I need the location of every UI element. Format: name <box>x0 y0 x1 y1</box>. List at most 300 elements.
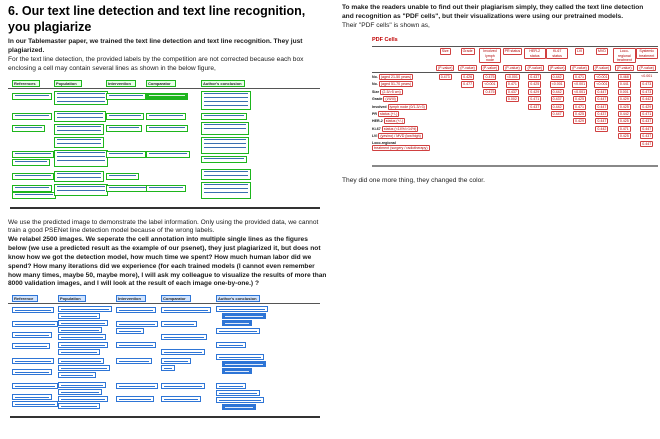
row-label: lymph node (0/1-3/>3) <box>389 104 425 109</box>
annotation-text-lines <box>109 175 136 177</box>
row-label-cell <box>372 133 434 139</box>
annotation-text-lines <box>61 392 99 393</box>
row-label-prefix: HER-2 <box>372 119 383 124</box>
annotation-text-lines <box>109 95 143 97</box>
annotation-box <box>201 156 247 163</box>
annotation-text-lines <box>15 346 47 347</box>
column-header-cell <box>479 48 501 62</box>
p-value: 0.437 <box>597 111 607 116</box>
paragraph-claim: In our Tablemaster paper, we trained the text line detection and text line recognition. They just plagiarized. <box>8 38 303 55</box>
p-value: 0.447 <box>642 141 652 146</box>
annotation-text-lines <box>225 371 249 372</box>
annotation-box <box>116 321 158 327</box>
annotation-text-lines <box>15 386 55 387</box>
paragraph-relabel: We relabel 2500 images. We seperate the cell annotation into multiple single lines as the figures below (we use a predicted result as the example of our psenet), they just plagiarized it, but does not know how we got the detection model, how much time we spent? How much human labor did we spend? How many iterations did we experience (for each trained models (I cannot even remember how many times, maybe 50, maybe more), I will ask my colleague to visualize the results of more than 8000 validation images, and I will look at the result of each image one-by-one.) ? <box>8 236 327 288</box>
figure-header-rule <box>8 88 320 89</box>
table-row <box>372 133 658 140</box>
annotation-text-lines <box>204 115 244 117</box>
p-value-label: (P-value) <box>527 65 543 70</box>
p-value-label: (P-value) <box>482 65 498 70</box>
annotation-text-lines <box>119 399 151 400</box>
annotation-box <box>12 113 52 120</box>
annotation-box <box>161 365 175 371</box>
annotation-text-lines <box>61 352 97 353</box>
value-cell <box>591 89 613 95</box>
value-cell <box>613 133 635 139</box>
annotation-text-lines <box>57 152 105 164</box>
annotation-box <box>222 313 266 319</box>
annotation-text-lines <box>61 375 93 376</box>
value-cell <box>546 74 568 80</box>
annotation-text-lines <box>109 115 141 117</box>
p-value-label: (P-value) <box>437 65 453 70</box>
right-column <box>342 4 656 185</box>
annotation-box <box>58 403 100 409</box>
p-value: <0.001 <box>506 74 518 79</box>
annotation-text-lines <box>15 372 49 373</box>
annotation-box <box>58 313 100 319</box>
row-label-prefix: Grade <box>372 97 383 102</box>
p-value: 0.437 <box>552 97 562 102</box>
annotation-text-lines <box>61 361 101 362</box>
annotation-text-lines <box>15 194 53 196</box>
p-value: 0.437 <box>642 119 652 124</box>
column-header-cell <box>568 48 590 54</box>
value-cell <box>636 74 658 78</box>
annotation-text-lines <box>219 357 261 358</box>
p-value: 0.442 <box>552 74 562 79</box>
p-value: 0.425 <box>619 134 629 139</box>
p-value: 0.426 <box>463 74 473 79</box>
value-cell <box>479 74 501 80</box>
value-cell <box>591 96 613 102</box>
row-label-cell <box>372 118 434 124</box>
annotation-box <box>146 113 186 120</box>
row-label: status (+/-) <box>385 119 404 124</box>
row-label-cell <box>372 111 434 117</box>
column-header-cell <box>434 48 456 54</box>
p-value: 0.447 <box>597 97 607 102</box>
p-value-cell <box>568 65 590 71</box>
annotation-box <box>216 397 264 403</box>
annotation-text-lines <box>164 324 194 325</box>
p-value-label: (P-value) <box>460 65 475 70</box>
pvalue-table <box>372 37 658 166</box>
p-value: 0.471 <box>642 111 652 116</box>
annotation-box <box>222 368 252 374</box>
p-value: 0.471 <box>619 126 629 131</box>
annotation-text-lines <box>204 93 248 107</box>
annotation-box <box>201 182 251 199</box>
annotation-text-lines <box>204 124 246 132</box>
p-value: 0.425 <box>575 97 585 102</box>
figure-column-header: Population <box>58 295 86 302</box>
annotation-text-lines <box>15 153 51 155</box>
annotation-text-lines <box>149 153 187 155</box>
figure-bottom-rule <box>10 416 320 418</box>
annotation-box <box>58 320 108 326</box>
annotation-text-lines <box>57 126 101 132</box>
figure-column-header: Population <box>54 80 82 87</box>
annotation-text-lines <box>204 139 246 151</box>
p-value-label: (P-value) <box>639 65 654 70</box>
table-row <box>372 126 658 133</box>
annotation-text-lines <box>119 361 149 362</box>
column-header: Grade <box>462 49 473 54</box>
value-cell <box>636 96 658 102</box>
column-header: MVD <box>597 49 606 54</box>
annotation-text-lines <box>61 330 99 331</box>
annotation-box <box>12 332 52 338</box>
annotation-box <box>58 334 106 340</box>
annotation-box <box>222 320 252 326</box>
row-label-cell <box>372 74 434 80</box>
section-title <box>8 4 328 35</box>
p-value: 0.471 <box>507 82 517 87</box>
value-cell <box>524 89 546 95</box>
annotation-text-lines <box>225 364 263 365</box>
annotation-box <box>12 192 56 199</box>
annotation-text-lines <box>119 345 153 346</box>
annotation-text-lines <box>119 331 141 332</box>
p-value: 0.442 <box>552 89 562 94</box>
annotation-text-lines <box>219 345 243 346</box>
p-value: 0.429 <box>575 119 585 124</box>
figure-column-header: Comparator <box>146 80 176 87</box>
row-label-prefix: No. <box>372 82 378 87</box>
annotation-box <box>161 383 205 389</box>
value-cell <box>636 118 658 124</box>
annotation-text-lines <box>119 386 155 387</box>
annotation-box <box>201 91 251 110</box>
annotation-box <box>216 383 246 389</box>
annotation-text-lines <box>204 171 248 177</box>
annotation-text-lines <box>219 400 261 401</box>
annotation-text-lines <box>61 406 97 407</box>
row-label-prefix: Size <box>372 89 380 94</box>
annotation-box <box>146 125 188 132</box>
annotation-box <box>201 113 247 120</box>
column-header-cell <box>546 48 568 58</box>
p-value: 0.425 <box>619 104 629 109</box>
p-value-cell <box>591 65 613 71</box>
annotation-text-lines <box>225 316 263 317</box>
p-value: 0.447 <box>642 126 652 131</box>
row-label-cell <box>372 104 434 110</box>
p-value: 0.447 <box>597 89 607 94</box>
row-label-cell <box>372 81 434 87</box>
p-value: 0.441 <box>619 82 629 87</box>
annotation-box <box>12 321 58 327</box>
annotation-box <box>58 382 106 388</box>
value-cell <box>613 89 635 95</box>
annotation-text-lines <box>61 399 105 400</box>
annotation-box <box>54 111 106 122</box>
annotation-box <box>12 159 50 166</box>
p-value: 0.473 <box>642 89 652 94</box>
value-cell <box>568 74 590 80</box>
value-cell <box>636 111 658 117</box>
annotation-box <box>54 124 104 135</box>
annotation-box <box>146 151 190 158</box>
column-header: Systemic treatment <box>636 48 658 58</box>
p-value-cell <box>434 65 456 71</box>
column-header: Size <box>441 49 449 54</box>
p-value-label: (P-value) <box>594 65 610 70</box>
value-cell <box>524 74 546 80</box>
p-value: 0.442 <box>552 104 562 109</box>
annotation-box <box>116 342 156 348</box>
table-row <box>372 141 658 151</box>
value-cell <box>434 74 456 80</box>
annotation-box <box>161 334 207 340</box>
annotation-text-lines <box>61 309 109 310</box>
annotation-text-lines <box>109 127 139 129</box>
p-value: 0.475 <box>485 74 495 79</box>
annotation-box <box>116 307 156 313</box>
table-mid-rule <box>372 72 658 73</box>
p-value: <0.001 <box>551 82 563 87</box>
figure-column-header: References <box>12 80 40 87</box>
annotation-box <box>12 173 54 180</box>
value-cell <box>636 141 658 147</box>
annotation-box <box>146 93 188 100</box>
annotation-box <box>12 307 54 313</box>
annotation-box <box>58 365 110 371</box>
table-row <box>372 118 658 125</box>
value-cell <box>568 118 590 124</box>
annotation-text-lines <box>15 187 49 189</box>
annotation-text-lines <box>219 393 257 394</box>
value-cell <box>546 111 568 117</box>
annotation-text-lines <box>204 184 248 196</box>
row-label: (I/II/III) <box>385 97 396 102</box>
annotation-text-lines <box>164 399 198 400</box>
figure-bottom-rule <box>10 207 320 209</box>
annotation-text-lines <box>57 173 101 179</box>
annotation-box <box>106 173 139 180</box>
p-value-row <box>372 65 658 71</box>
section-title-line1: 6. Our text line detection and text line recognition, <box>8 4 306 18</box>
table-row <box>372 81 658 88</box>
table-header-row <box>372 48 658 62</box>
section-title-line2: you plagiarize <box>8 19 92 34</box>
annotation-box <box>106 151 146 158</box>
annotation-box <box>12 358 54 364</box>
annotation-box <box>12 343 50 349</box>
annotation-text-lines <box>57 186 105 193</box>
value-cell <box>546 104 568 110</box>
annotation-text-lines <box>61 368 107 369</box>
value-cell <box>591 81 613 87</box>
annotation-box <box>222 361 266 367</box>
annotation-text-lines <box>149 95 185 97</box>
value-cell <box>456 74 478 80</box>
annotation-box <box>12 151 54 158</box>
p-value: 0.425 <box>619 119 629 124</box>
value-cell <box>546 89 568 95</box>
p-value: 0.447 <box>597 104 607 109</box>
row-label: (yes/no) / MVD (low/high) <box>380 134 421 139</box>
value-cell <box>591 104 613 110</box>
value-cell <box>501 96 523 102</box>
p-value-label: (P-value) <box>505 65 520 70</box>
value-cell <box>636 81 658 87</box>
p-value-cell <box>501 65 523 71</box>
p-value: 0.425 <box>575 111 585 116</box>
row-label-prefix: Loco-regional <box>372 140 396 145</box>
value-cell <box>613 118 635 124</box>
annotation-box <box>12 369 52 375</box>
row-label: status (<14%/>14%) <box>383 126 417 131</box>
value-cell <box>456 81 478 87</box>
annotation-text-lines <box>61 345 105 346</box>
value-cell <box>636 133 658 139</box>
paragraph-detection-labels: For the text line detection, the provided labels by the competition are not corrected because each box enclosing a cell may contain several lines as shown in the below figure, <box>8 55 304 72</box>
paragraph-shown-as: Their "PDF cells" is shown as, <box>342 21 430 29</box>
row-label-prefix: Involved <box>372 104 387 109</box>
annotation-box <box>216 328 260 334</box>
annotation-box <box>201 137 249 154</box>
p-value: 0.002 <box>507 97 517 102</box>
value-cell <box>501 89 523 95</box>
value-cell <box>613 81 635 87</box>
p-value: 0.442 <box>597 126 607 131</box>
annotation-text-lines <box>15 175 51 177</box>
annotation-text-lines <box>149 127 185 129</box>
figure-column-header: Intervention <box>106 80 136 87</box>
p-value: 0.429 <box>619 97 629 102</box>
p-value: 0.429 <box>642 104 652 109</box>
p-value-label: (P-value) <box>617 65 632 70</box>
value-cell <box>636 89 658 95</box>
p-value-cell <box>456 65 478 71</box>
p-value: <0.001 <box>596 82 608 87</box>
value-cell <box>613 126 635 132</box>
column-header: PR status <box>504 49 521 54</box>
column-header: Ki-67 status <box>546 48 568 58</box>
annotation-text-lines <box>164 310 208 311</box>
row-label: status (+/-) <box>380 111 398 116</box>
annotation-text-lines <box>15 361 51 362</box>
annotation-text-lines <box>164 352 202 353</box>
p-value: 0.471 <box>530 97 540 102</box>
value-cell <box>568 89 590 95</box>
figure-column-header: Comparator <box>161 295 191 302</box>
value-cell <box>613 104 635 110</box>
annotation-text-lines <box>119 324 155 325</box>
table-row <box>372 74 658 81</box>
column-header: Involved lymph node <box>479 48 501 62</box>
annotation-text-lines <box>149 115 183 117</box>
annotation-box <box>58 349 100 355</box>
p-value-cell <box>636 65 658 71</box>
value-cell <box>613 111 635 117</box>
value-cell <box>636 104 658 110</box>
table-row <box>372 104 658 111</box>
p-value: <0.001 <box>596 74 608 79</box>
value-cell <box>524 81 546 87</box>
value-cell <box>546 96 568 102</box>
value-cell <box>591 126 613 132</box>
row-label-cell <box>372 96 434 102</box>
annotation-text-lines <box>204 158 244 160</box>
left-column <box>8 4 328 422</box>
column-header-cell <box>591 48 613 54</box>
figure-column-header: Intervention <box>116 295 146 302</box>
p-value: 0.429 <box>530 89 540 94</box>
annotation-text-lines <box>15 161 47 163</box>
value-cell <box>479 81 501 87</box>
annotation-text-lines <box>225 407 253 408</box>
annotation-box <box>54 184 108 196</box>
annotation-text-lines <box>15 404 55 405</box>
annotation-text-lines <box>15 115 49 117</box>
table-title: PDF Cells <box>372 37 398 44</box>
p-value: <0.001 <box>641 73 653 78</box>
p-value: <0.001 <box>484 82 496 87</box>
figure-column-header: Reference <box>12 295 38 302</box>
annotation-text-lines <box>15 324 55 325</box>
annotation-box <box>54 150 108 167</box>
annotation-box <box>146 185 186 192</box>
p-value: 0.001 <box>619 89 629 94</box>
annotation-text-lines <box>164 368 172 369</box>
annotation-box <box>161 307 211 313</box>
row-label-cell <box>372 141 434 151</box>
annotation-box <box>12 383 58 389</box>
annotation-box <box>12 401 58 407</box>
annotation-box <box>116 383 158 389</box>
p-value: 0.437 <box>530 74 540 79</box>
annotation-text-lines <box>15 95 49 97</box>
annotation-box <box>12 185 52 192</box>
value-cell <box>524 96 546 102</box>
value-cell <box>591 74 613 80</box>
value-cell <box>591 111 613 117</box>
column-header-cell <box>501 48 523 54</box>
annotation-box <box>58 358 104 364</box>
value-cell <box>568 81 590 87</box>
value-cell <box>591 118 613 124</box>
p-value: 0.442 <box>642 97 652 102</box>
annotation-box <box>201 169 251 180</box>
p-value: 0.437 <box>530 104 540 109</box>
value-cell <box>501 81 523 87</box>
annotation-box <box>201 122 249 135</box>
annotation-box <box>54 137 104 148</box>
annotation-box <box>161 358 191 364</box>
annotation-box <box>216 354 264 360</box>
annotation-text-lines <box>15 310 51 311</box>
annotation-box <box>12 93 52 100</box>
table-top-rule <box>372 46 658 47</box>
annotation-text-lines <box>57 139 101 145</box>
annotation-text-lines <box>149 187 183 189</box>
annotation-text-lines <box>109 153 143 155</box>
p-value: 0.447 <box>597 119 607 124</box>
figure-column-header: Author's conclusion <box>216 295 260 302</box>
p-value: 0.447 <box>552 111 562 116</box>
p-value-label: (P-value) <box>572 65 587 70</box>
value-cell <box>568 96 590 102</box>
p-value-cell <box>524 65 546 71</box>
annotation-text-lines <box>219 309 265 310</box>
figure-green-annotations <box>8 79 326 213</box>
column-header-cell <box>613 48 635 62</box>
value-cell <box>568 111 590 117</box>
annotation-box <box>106 125 142 132</box>
